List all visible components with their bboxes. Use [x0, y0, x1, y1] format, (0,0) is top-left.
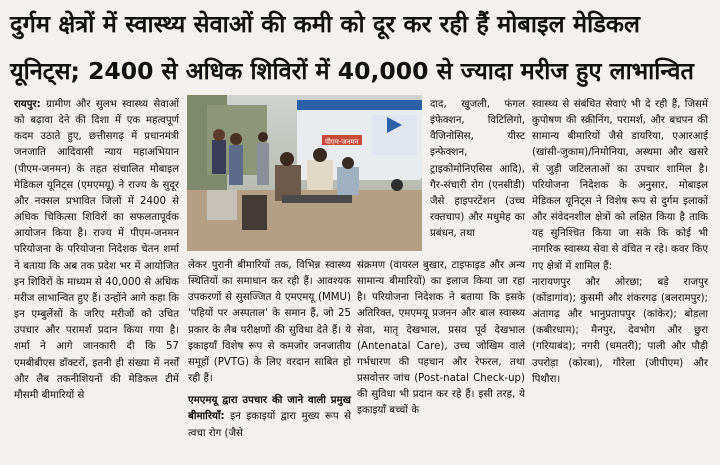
news-photo [187, 95, 422, 251]
column-3-top [430, 97, 525, 242]
column-2-body: लेकर पुरानी बीमारियों तक, विभिन्न स्वास्थ्य स्थितियों का समाधान कर रही हैं। आवश्यक उपकरणों से सुसज्जित ये एमएमयू (MMU) 'पहियों पर अस्पताल' के समान हैं, जो 25 प्रकार के लैब परीक्षणों की सुविधा देते हैं। ये इकाइयाँ विशेष रूप से कमजोर जनजातीय समूहों (PVTG) के लिए वरदान साबित हो रही हैं। [188, 260, 351, 385]
headline-line-1: दुर्गम क्षेत्रों में स्वास्थ्य सेवाओं की कमी को दूर कर रही हैं मोबाइल मेडिकल [10, 10, 641, 38]
column-3-top-body: दाद, खुजली, फंगल इंफेक्शन, विटिलिगो, वैजिनोसिस, यीस्ट इन्फेक्शन, ट्राइकोमोनिएसिस आदि), गैर-संचारी रोग (एनसीडी) जैसे हाइपरटेंशन (उच्च रक्तचाप) और मधुमेह का प्रबंधन, तथा [430, 99, 525, 240]
column-3-bottom-body: संक्रमण (वायरल बुखार, टाइफाइड और अन्य सामान्य बीमारियों) का इलाज किया जा रहा है। परियोजना निदेशक ने बताया कि इसके अतिरिक्त, एमएमयू प्रजनन और बाल स्वास्थ्य सेवा, मातृ देखभाल, प्रसव पूर्व देखभाल (Antenatal Care), उच्च जोखिम वाले गर्भधारण की पहचान और रेफरल, तथा प्रसवोत्तर जांच (Post-natal Check-up) की सुविधा भी प्रदान कर रहे हैं। इसी तरह, ये इकाइयाँ बच्चों के [357, 260, 525, 417]
headline-line-2: यूनिट्स; 2400 से अधिक शिविरों में 40,000 से ज्यादा मरीज हुए लाभान्वित [10, 57, 694, 85]
dateline: रायपुर: [14, 99, 41, 110]
column-2-body-continued: इन इकाइयों द्वारा मुख्य रूप से त्वचा रोग (जैसे [188, 411, 351, 439]
covered-areas-list: नारायणपुर और ओरछा; बड़े राजपुर (कोंडागांव); कुसमी और शंकरगढ़ (बलरामपुर); अंतागढ़ और भानुप्रतापपुर (कांकेर); बोडला (कबीरधाम); मैनपुर, देवभोग और छुरा (गरियाबंद); नगरी (धमतरी); पाली और पौड़ी उपरोड़ा (कोरबा), गौरेला (जीपीएम) और पिथौरा। [532, 276, 708, 385]
van-label: पीएम-जनमन [325, 138, 359, 146]
column-1 [14, 97, 179, 404]
column-4-body: स्वास्थ्य से संबंधित सेवाएं भी दे रही हैं, जिसमें कुपोषण की स्क्रीनिंग, परामर्श, और बचपन की सामान्य बीमारियों जैसे डायरिया, एआरआई (खांसी-जुकाम)/निमोनिया, अस्थमा और खसरे से जुड़ी जटिलताओं का उपचार शामिल है। परियोजना निदेशक के अनुसार, मोबाइल मेडिकल यूनिट्स ने विशेष रूप से दुर्गम इलाकों और संवेदनशील क्षेत्रों को लक्षित किया है ताकि यह सुनिश्चित किया जा सके कि कोई भी नागरिक स्वास्थ्य सेवा से वंचित न रहे। कवर किए गए क्षेत्रों में शामिल हैं: [532, 99, 708, 272]
column-2 [188, 258, 351, 442]
column-1-body: ग्रामीण और सुलभ स्वास्थ्य सेवाओं को बढ़ावा देने की दिशा में एक महत्वपूर्ण कदम उठाते हुए, छत्तीसगढ़ में प्रधानमंत्री जनजाति आदिवासी न्याय महाअभियान (पीएम-जनमन) के तहत संचालित मोबाइल मेडिकल यूनिट्स (एमएमयू) ने राज्य के सुदूर और नक्सल प्रभावित जिलों में 2400 से अधिक चिकित्सा शिविरों का सफलतापूर्वक आयोजन किया है। राज्य में पीएम-जनमन परियोजना के परियोजना निदेशक चेतन शर्मा ने बताया कि अब तक प्रदेश भर में आयोजित इन शिविरों के माध्यम से 40,000 से अधिक मरीज लाभान्वित हुए हैं। उन्होंने आगे कहा कि इन एम्बुलेंसों के जरिए मरीजों को उचित उपचार और परामर्श प्रदान किया गया है। शर्मा ने आगे जानकारी दी कि 57 एमबीबीएस डॉक्टरों, इतनी ही संख्या में नर्सों और लैब तकनीशियनों की मेडिकल टीमें मौसमी बीमारियों से [14, 99, 179, 401]
column-3-bottom [357, 258, 525, 420]
column-4 [532, 97, 708, 388]
subheading: एमएमयू द्वारा उपचार की जाने वाली प्रमुख बीमारियाँ: [188, 395, 351, 423]
